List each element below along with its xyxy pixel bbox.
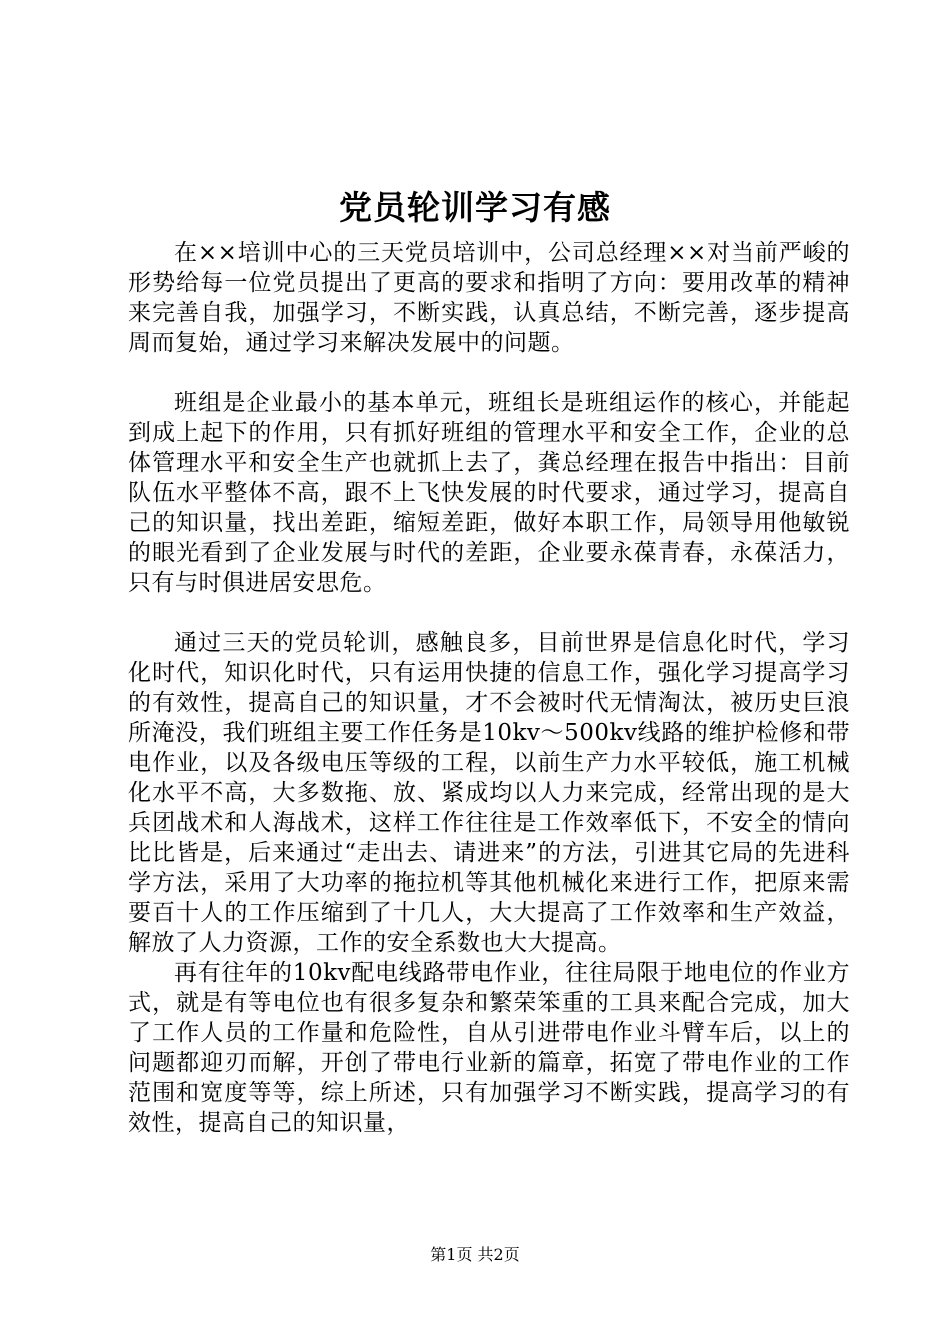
page-number-footer: 第1页 共2页: [430, 1245, 520, 1264]
document-title: 党员轮训学习有感: [339, 188, 611, 227]
paragraph-4: 再有往年的10kv配电线路带电作业，往往局限于地电位的作业方式，就是有等电位也有很多复杂和繁荣笨重的工具来配合完成，加大了工作人员的工作量和危险性，自从引进带电作业斗臂车后，以上的问题都迎刃而解，开创了带电行业新的篇章，拓宽了带电作业的工作范围和宽度等等，综上所述，只有加强学习不断实践，提高学习的有效性，提高自己的知识量，: [128, 960, 850, 1136]
paragraph-2: 班组是企业最小的基本单元，班组长是班组运作的核心，并能起到成上起下的作用，只有抓好班组的管理水平和安全工作，企业的总体管理水平和安全生产也就抓上去了，龚总经理在报告中指出：目前队伍水平整体不高，跟不上飞快发展的时代要求，通过学习，提高自己的知识量，找出差距，缩短差距，做好本职工作，局领导用他敏锐的眼光看到了企业发展与时代的差距，企业要永葆青春，永葆活力，只有与时俱进居安思危。: [128, 390, 850, 596]
document-body: [128, 238, 850, 1138]
paragraph-3: 通过三天的党员轮训，感触良多，目前世界是信息化时代，学习化时代，知识化时代，只有运用快捷的信息工作，强化学习提高学习的有效性，提高自己的知识量，才不会被时代无情淘汰，被历史巨浪所淹没，我们班组主要工作任务是10kv～500kv线路的维护检修和带电作业，以及各级电压等级的工程，以前生产力水平较低，施工机械化水平不高，大多数拖、放、紧成均以人力来完成，经常出现的是大兵团战术和人海战术，这样工作往往是工作效率低下，不安全的情向比比皆是，后来通过“走出去、请进来”的方法，引进其它局的先进科学方法，采用了大功率的拖拉机等其他机械化来进行工作，把原来需要百十人的工作压缩到了十几人，大大提高了工作效率和生产效益，解放了人力资源，工作的安全系数也大大提高。: [128, 630, 850, 956]
paragraph-1: 在××培训中心的三天党员培训中，公司总经理××对当前严峻的形势给每一位党员提出了更高的要求和指明了方向：要用改革的精神来完善自我，加强学习，不断实践，认真总结，不断完善，逐步提高周而复始，通过学习来解决发展中的问题。: [128, 240, 850, 356]
